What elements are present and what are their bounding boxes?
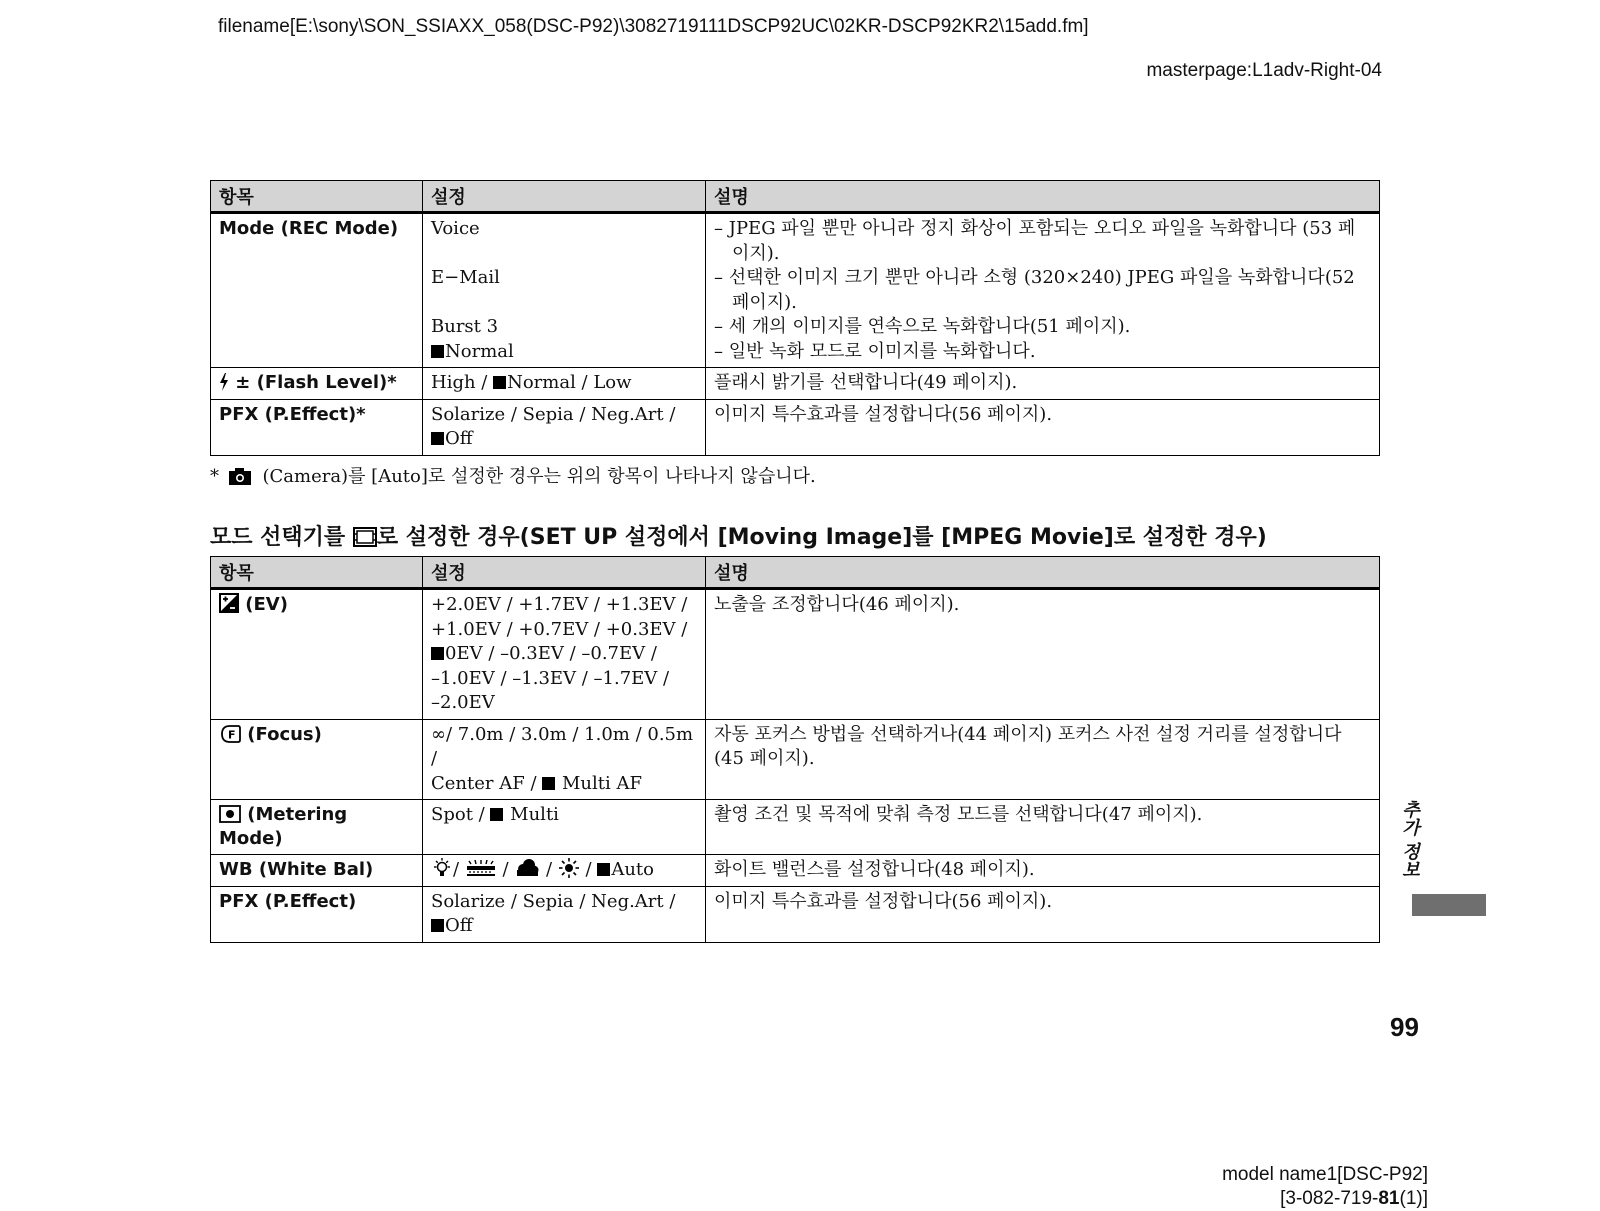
fluorescent-icon	[465, 858, 497, 878]
exposure-icon	[219, 593, 239, 613]
column-header-description: 설명	[706, 557, 1380, 589]
table-header-row	[211, 557, 1380, 589]
masterpage-header: masterpage:L1adv-Right-04	[1146, 60, 1382, 81]
item-cell	[211, 213, 423, 368]
setting-cell: +2.0EV / +1.7EV / +1.3EV / +1.0EV / +0.7EV / +0.3EV / 0EV / –0.3EV / –0.7EV / –1.0EV / –1.3EV / –1.7EV / –2.0EV	[423, 589, 706, 720]
item-cell	[211, 886, 423, 942]
side-tab-marker	[1412, 894, 1486, 916]
movie-settings-table	[210, 556, 1380, 943]
column-header-item: 항목	[211, 557, 423, 589]
column-header-setting: 설정	[423, 181, 706, 213]
sidebar-section-label: 추가 정보	[1399, 800, 1420, 879]
column-header-item: 항목	[211, 181, 423, 213]
item-label: PFX (P.Effect)*	[219, 403, 366, 425]
setting-option: Burst 3	[431, 316, 499, 337]
description-cell: 이미지 특수효과를 설정합니다(56 페이지).	[706, 399, 1380, 455]
item-cell	[211, 855, 423, 887]
item-label: WB (White Bal)	[219, 859, 374, 880]
setting-option: Voice	[431, 218, 480, 239]
table-row	[211, 213, 1380, 368]
default-marker-icon	[431, 345, 444, 358]
table-header-row	[211, 181, 1380, 213]
setting-cell: / / / / Auto	[423, 855, 706, 887]
incandescent-icon	[431, 858, 453, 878]
table-row	[211, 399, 1380, 455]
page-number: 99	[1390, 1012, 1419, 1042]
daylight-icon	[558, 858, 580, 878]
description-line: – JPEG 파일 뿐만 아니라 정지 화상이 포함되는 오디오 파일을 녹화합니다 (53 페이지).	[714, 218, 1356, 264]
column-header-setting: 설정	[423, 557, 706, 589]
description-cell: 자동 포커스 방법을 선택하거나(44 페이지) 포커스 사전 설정 거리를 설정합니다(45 페이지).	[706, 719, 1380, 800]
model-line: model name1[DSC-P92]	[1222, 1164, 1428, 1185]
table-row	[211, 368, 1380, 400]
item-cell	[211, 589, 423, 720]
default-marker-icon	[542, 777, 555, 790]
default-marker-icon	[431, 647, 444, 660]
description-line: – 세 개의 이미지를 연속으로 녹화합니다(51 페이지).	[714, 316, 1131, 337]
svg-text:F: F	[228, 728, 236, 741]
table-row	[211, 719, 1380, 800]
item-label: (Metering Mode)	[219, 804, 348, 849]
table-row	[211, 855, 1380, 887]
setting-cell: High / Normal / Low	[423, 368, 706, 400]
footnote: * (Camera)를 [Auto]로 설정한 경우는 위의 항목이 나타나지 않습니다.	[210, 466, 816, 487]
item-cell	[211, 368, 423, 400]
default-marker-icon	[493, 376, 506, 389]
description-cell: 이미지 특수효과를 설정합니다(56 페이지).	[706, 886, 1380, 942]
item-label: (EV)	[245, 594, 288, 615]
description-cell	[706, 213, 1380, 368]
item-label: (Focus)	[247, 723, 322, 745]
flash-level-icon	[219, 373, 229, 391]
camera-icon	[229, 467, 251, 485]
item-cell	[211, 399, 423, 455]
description-line: – 일반 녹화 모드로 이미지를 녹화합니다.	[714, 340, 1036, 362]
setting-cell: Spot / Multi	[423, 800, 706, 855]
description-line: – 선택한 이미지 크기 뿐만 아니라 소형 (320×240) JPEG 파일을 녹화합니다(52 페이지).	[714, 267, 1355, 313]
setting-cell: ∞/ 7.0m / 3.0m / 1.0m / 0.5m / Center AF / Multi AF	[423, 719, 706, 800]
table-row	[211, 800, 1380, 855]
item-cell	[211, 800, 423, 855]
default-marker-icon	[431, 919, 444, 932]
setting-option-default: Normal	[431, 340, 697, 365]
item-cell	[211, 719, 423, 800]
filename-header: filename[E:\sony\SON_SSIAXX_058(DSC-P92)\3082719111DSCP92UC\02KR-DSCP92KR2\15add.fm]	[218, 16, 1089, 37]
column-header-description: 설명	[706, 181, 1380, 213]
default-marker-icon	[597, 863, 610, 876]
focus-icon	[219, 725, 241, 743]
setting-option: E−Mail	[431, 267, 500, 288]
rec-settings-table	[210, 180, 1380, 456]
table-row	[211, 886, 1380, 942]
table-row	[211, 589, 1380, 720]
setting-cell: Solarize / Sepia / Neg.Art / Off	[423, 886, 706, 942]
model-footer	[1222, 1163, 1428, 1211]
item-label: ± (Flash Level)*	[235, 372, 397, 393]
part-code: [3-082-719-81(1)]	[1280, 1188, 1428, 1209]
description-cell: 노출을 조정합니다(46 페이지).	[706, 589, 1380, 720]
default-marker-icon	[431, 432, 444, 445]
metering-icon	[219, 805, 241, 823]
item-label: Mode (REC Mode)	[219, 218, 399, 239]
default-marker-icon	[490, 808, 503, 821]
movie-mode-icon	[353, 527, 377, 547]
item-label: PFX (P.Effect)	[219, 890, 357, 912]
setting-cell: Solarize / Sepia / Neg.Art / Off	[423, 399, 706, 455]
cloudy-icon	[514, 858, 540, 878]
description-cell: 촬영 조건 및 목적에 맞춰 측정 모드를 선택합니다(47 페이지).	[706, 800, 1380, 855]
description-cell: 플래시 밝기를 선택합니다(49 페이지).	[706, 368, 1380, 400]
setting-cell	[423, 213, 706, 368]
description-cell: 화이트 밸런스를 설정합니다(48 페이지).	[706, 855, 1380, 887]
section-heading: 모드 선택기를 로 설정한 경우(SET UP 설정에서 [Moving Image]를 [MPEG Movie]로 설정한 경우)	[210, 525, 1267, 550]
